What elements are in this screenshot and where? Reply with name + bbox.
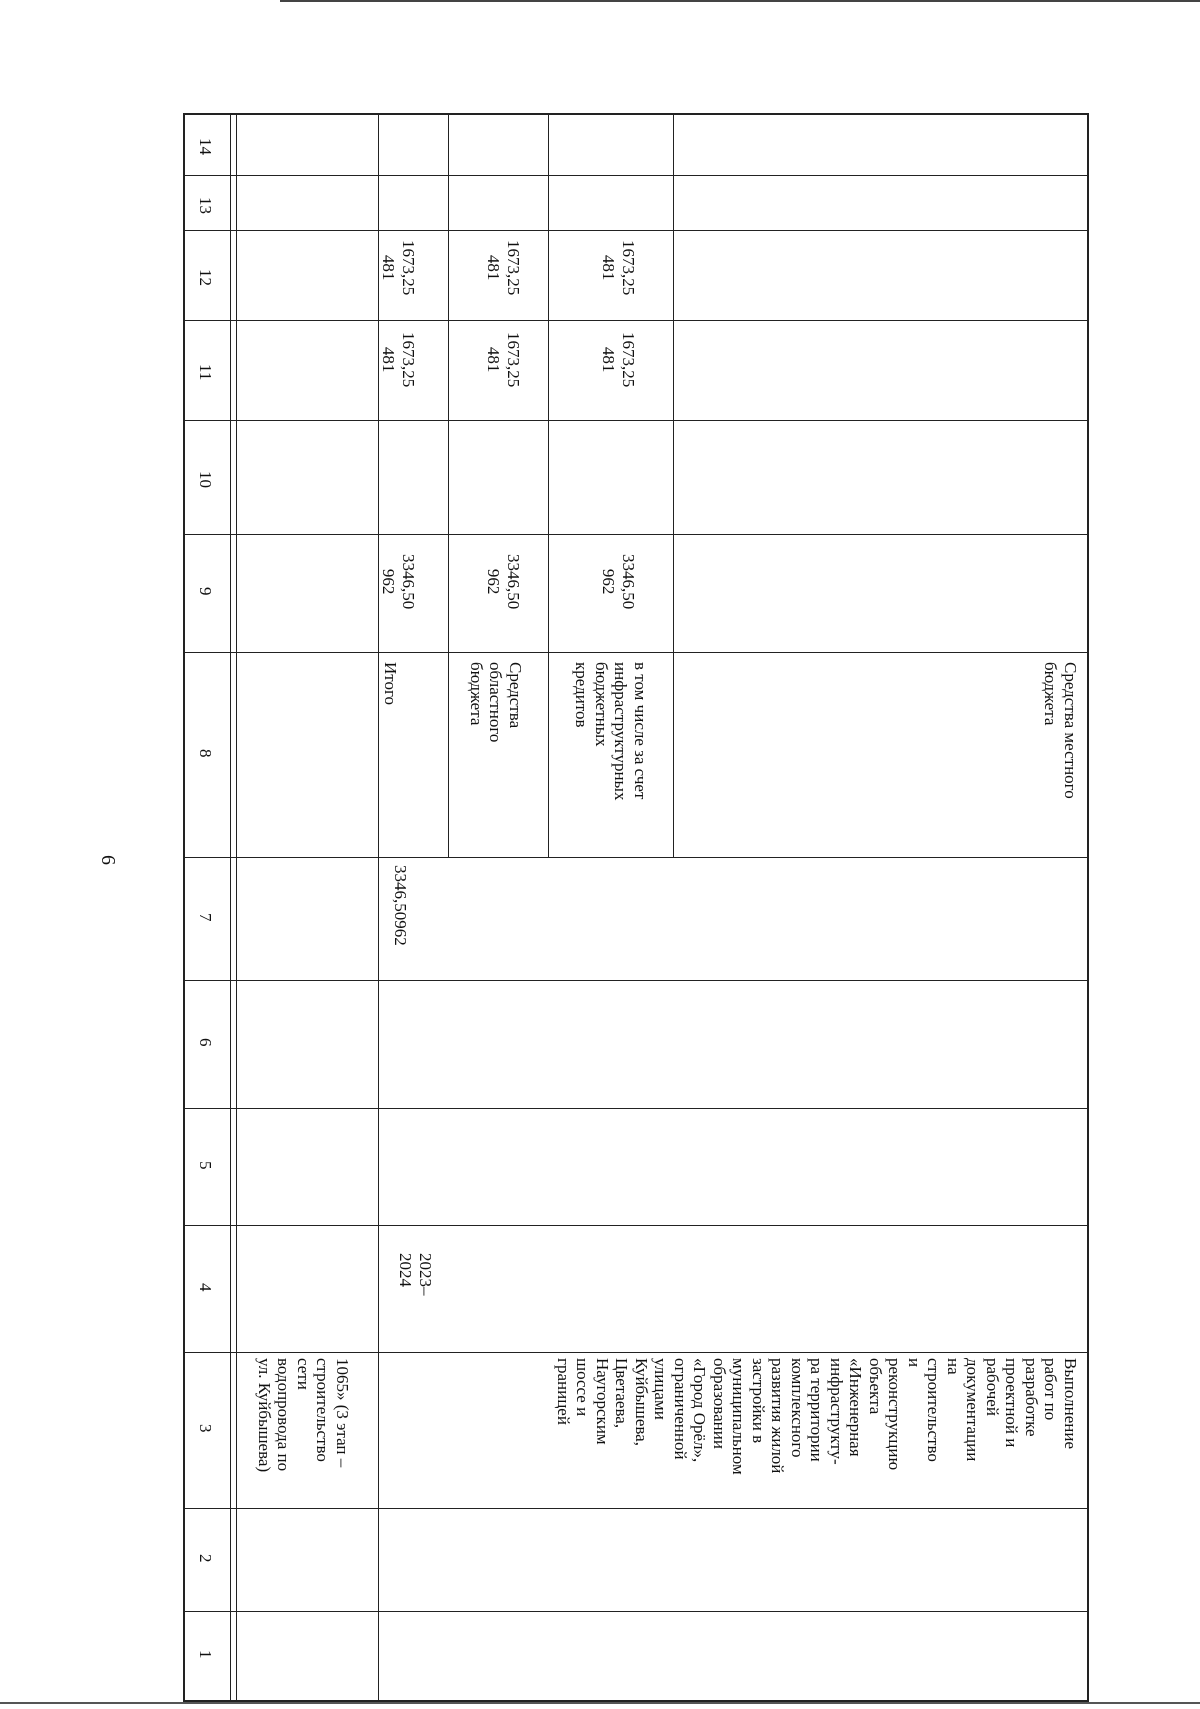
- scan-edge-bottom: [0, 1702, 1200, 1704]
- row-b-total-cost: 3346,50962: [391, 865, 410, 946]
- scan-edge-top: [280, 0, 1200, 2]
- funding-row-separator-1: [448, 113, 449, 857]
- funding-1-col11: 1673,25 481: [484, 332, 523, 388]
- column-number-13: 13: [196, 196, 215, 214]
- funding-0-col12: 1673,25 481: [379, 240, 418, 296]
- table-border-top: [183, 113, 185, 1700]
- column-boundary-4: [183, 420, 1087, 421]
- header-separator: [230, 113, 231, 1700]
- row-b-period: 2023– 2024: [396, 1253, 435, 1296]
- column-number-7: 7: [196, 912, 215, 921]
- table-border-left: [183, 113, 1087, 115]
- funding-2-col11: 1673,25 481: [599, 332, 638, 388]
- column-number-11: 11: [196, 364, 215, 381]
- funding-0-col9: 3346,50 962: [379, 554, 418, 610]
- column-boundary-3: [183, 320, 1087, 321]
- table-border-right: [183, 1700, 1087, 1702]
- row-a-col3-text: 1065» (3 этап – строительство сети водопровода по ул. Куйбышева): [255, 1358, 352, 1473]
- funding-1-col9: 3346,50 962: [484, 554, 523, 610]
- column-number-2: 2: [196, 1553, 215, 1562]
- column-number-4: 4: [196, 1282, 215, 1291]
- column-number-8: 8: [196, 748, 215, 757]
- column-number-3: 3: [196, 1424, 215, 1433]
- funding-2-col9: 3346,50 962: [599, 554, 638, 610]
- column-number-9: 9: [196, 587, 215, 596]
- funding-1-source: Средства областного бюджета: [467, 662, 525, 743]
- column-boundary-12: [183, 1508, 1087, 1509]
- funding-3-source: Средства местного бюджета: [1041, 662, 1080, 799]
- funding-row-separator-3: [673, 113, 674, 857]
- header-separator-double: [236, 113, 237, 1700]
- column-boundary-2: [183, 230, 1087, 231]
- column-boundary-13: [183, 1611, 1087, 1612]
- column-boundary-11: [183, 1352, 1087, 1353]
- table-border-bottom: [1087, 113, 1089, 1702]
- column-boundary-6: [183, 652, 1087, 653]
- column-number-14: 14: [196, 138, 215, 155]
- column-number-12: 12: [196, 269, 215, 286]
- funding-0-col11: 1673,25 481: [379, 332, 418, 388]
- column-boundary-8: [183, 980, 1087, 981]
- column-number-1: 1: [196, 1649, 215, 1658]
- funding-row-separator-2: [548, 113, 549, 857]
- column-boundary-7: [183, 857, 1087, 858]
- column-number-6: 6: [196, 1038, 215, 1047]
- column-boundary-5: [183, 534, 1087, 535]
- column-boundary-1: [183, 175, 1087, 176]
- column-number-5: 5: [196, 1160, 215, 1169]
- funding-1-col12: 1673,25 481: [484, 240, 523, 296]
- funding-0-source: Итого: [381, 662, 400, 706]
- row-b-col3-text: Выполнение работ по разработке проектной и рабочей документации на строительство и реконструкцию объекта «Инженерная инфраструкту- ра территории комплексного развития жилой застройки в муниципальном образовании «Город Орёл», ограниченной улицами Куйбышева, Цветаева, Наугорским шоссе и границей: [554, 1358, 1080, 1475]
- column-number-10: 10: [196, 471, 215, 488]
- column-boundary-10: [183, 1225, 1087, 1226]
- column-boundary-9: [183, 1108, 1087, 1109]
- funding-2-source: в том числе за счет инфраструктурных бюджетных кредитов: [572, 662, 650, 801]
- page-number: 6: [97, 855, 119, 865]
- funding-2-col12: 1673,25 481: [599, 240, 638, 296]
